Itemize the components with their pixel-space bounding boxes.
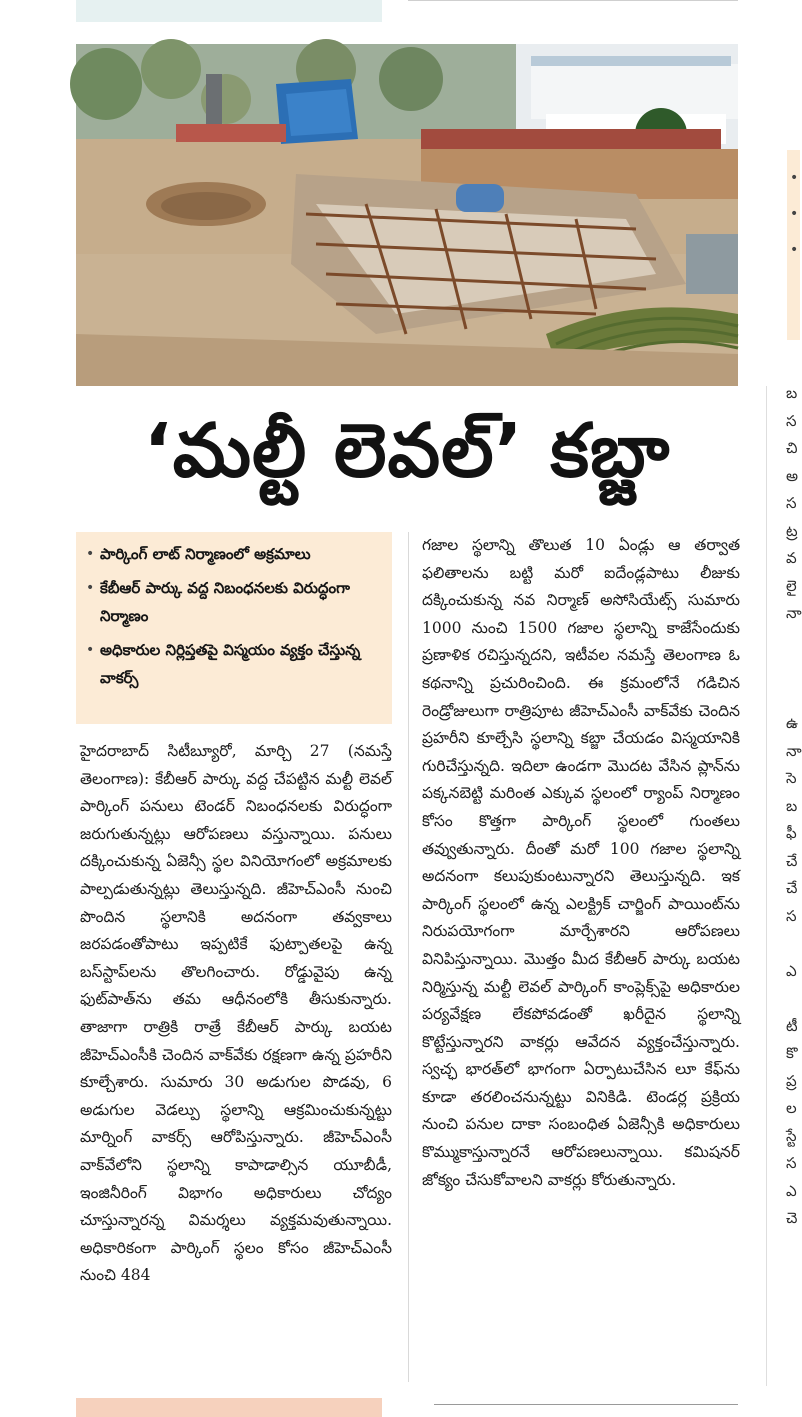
adjacent-line: నా	[786, 604, 802, 622]
adjacent-article-edge	[786, 380, 800, 1233]
construction-site-photo-icon	[76, 44, 738, 386]
adjacent-line	[786, 985, 800, 1013]
adjacent-line: కొ	[786, 1044, 798, 1062]
adjacent-line: ప్ర	[786, 1071, 797, 1090]
highlight-text: అధికారుల నిర్లిప్తతపై విస్మయం వ్యక్తం చేస్తున్న వాకర్స్	[100, 641, 361, 687]
adjacent-line: స	[786, 494, 797, 512]
article-headline: ‘మల్టీ లెవల్’ కబ్జా	[143, 408, 671, 494]
adjacent-line: స్టే	[786, 1126, 797, 1145]
adjacent-line: సె	[786, 769, 797, 787]
highlights-box	[76, 532, 392, 724]
adjacent-line: బ	[786, 384, 798, 402]
adjacent-line: ఎ	[786, 1181, 797, 1200]
highlight-item	[86, 540, 386, 568]
adjacent-line: వ	[786, 549, 797, 567]
adjacent-column-divider	[766, 386, 767, 1386]
adjacent-line: ల	[786, 1099, 797, 1117]
adjacent-line: చె	[786, 1209, 798, 1227]
bullet-icon: •	[790, 242, 799, 258]
highlight-text: పార్కింగ్ లాట్ నిర్మాణంలో అక్రమాలు	[100, 545, 311, 563]
adjacent-line: అ	[786, 466, 799, 485]
adjacent-line	[786, 655, 800, 683]
adjacent-line	[786, 683, 800, 711]
bullet-icon: •	[790, 206, 799, 222]
bottom-rule	[434, 1404, 738, 1405]
adjacent-line: స	[786, 411, 797, 430]
adjacent-line: చే	[786, 879, 798, 897]
article-body-column-1: హైదరాబాద్ సిటీబ్యూరో, మార్చి 27 (నమస్తే తెలంగాణ): కేబీఆర్ పార్కు వద్ద చేపట్టిన మల్టీ లెవల్ పార్కింగ్ పనులు టెండర్ నిబంధనలకు విరుద్ధంగా జరుగుతున్నట్లు ఆరోపణలు వస్తున్నాయి. పనులు దక్కించుకున్న ఏజెన్సీ స్థల వినియోగంలో అక్రమాలకు పాల్పడుతున్నట్లు తెలుస్తున్నది. జీహెచ్ఎంసీ నుంచి పొందిన స్థలానికి అదనంగా తవ్వకాలు జరపడంతోపాటు ఇప్పటికే ఫుట్పాతలపై ఉన్న బస్‌స్టాప్‌లను తొలగించారు. రోడ్డువైపు ఉన్న ఫుట్‌పాత్‌ను తమ ఆధీనంలోకి తీసుకున్నారు. తాజాగా రాత్రికి రాత్రే కేబీఆర్ పార్కు బయట జీహెచ్ఎంసీకి చెందిన వాక్‌వేకు రక్షణగా ఉన్న ప్రహరీని కూల్చేశారు. సుమారు 30 అడుగుల పొడవు, 6 అడుగుల వెడల్పు స్థలాన్ని ఆక్రమించుకున్నట్టు మార్నింగ్ వాకర్స్ ఆరోపిస్తున్నారు. జీహెచ్ఎంసీ వాక్‌వేలోని స్థలాన్ని కాపాడాల్సిన యూబీడీ, ఇంజినీరింగ్ విభాగం అధికారులు చోద్యం చూస్తున్నారన్న విమర్శలు వ్యక్తమవుతున్నాయి. అధికారికంగా పార్కింగ్ స్థలం కోసం జీహెచ్ఎంసీ నుంచి 484	[80, 742, 392, 1285]
bottom-bar	[76, 1398, 382, 1417]
adjacent-line: స	[786, 1154, 797, 1172]
adjacent-line: చి	[786, 439, 798, 457]
adjacent-line: నా	[786, 741, 802, 760]
highlight-item	[86, 574, 386, 630]
top-strip	[76, 0, 382, 22]
adjacent-line: చే	[786, 851, 798, 870]
adjacent-line: ఎ	[786, 961, 797, 980]
bullet-icon: •	[86, 546, 95, 562]
bullet-icon: •	[790, 170, 799, 186]
column-divider	[408, 532, 409, 1382]
adjacent-line: ట్ర	[786, 521, 798, 540]
adjacent-line: స	[786, 906, 797, 925]
adjacent-line	[786, 628, 800, 656]
adjacent-line: టీ	[786, 1016, 798, 1035]
bullet-icon: •	[86, 580, 95, 596]
adjacent-line: ఫీ	[786, 824, 797, 842]
construction-site-photo	[76, 44, 738, 386]
adjacent-bullets	[790, 160, 800, 268]
adjacent-line: లై	[786, 576, 797, 595]
bullet-icon: •	[86, 642, 95, 658]
top-rule	[408, 0, 738, 1]
adjacent-line	[786, 930, 800, 958]
highlight-item	[86, 636, 386, 692]
article-body-column-2: గజాల స్థలాన్ని తొలుత 10 ఏండ్లు ఆ తర్వాత ఫలితాలను బట్టి మరో ఐదేండ్లపాటు లీజుకు దక్కించుకున్న నవ నిర్మాణ్ అసోసియేట్స్ సుమారు 1000 నుంచి 1500 గజాల స్థలాన్ని కాజేసేందుకు ప్రణాళిక రచిస్తున్నదని, ఇటీవల నమస్తే తెలంగాణ ఓ కథనాన్ని ప్రచురించింది. ఈ క్రమంలోనే గడిచిన రెండ్రోజులుగా రాత్రిపూట జీహెచ్ఎంసీ వాక్‌వేకు చెందిన ప్రహరీని కూల్చేసి స్థలాన్ని కబ్జా చేయడం విస్మయానికి గురిచేస్తున్నది. ఇదిలా ఉండగా మొదట వేసిన ప్లాన్‌ను పక్కనబెట్టి మరింత ఎక్కువ స్థలంలో ర్యాంప్ నిర్మాణం కోసం కొత్తగా పార్కింగ్ స్థలంలో గుంతలు తవ్వుతున్నారు. దీంతో మరో 100 గజాల స్థలాన్ని అదనంగా కలుపుకుంటున్నారని తెలుస్తున్నది. ఇక పార్కింగ్ స్థలంలో ఉన్న ఎలక్ట్రిక్ చార్జింగ్ పాయింట్‌ను నిరుపయోగంగా మార్చేశారని ఆరోపణలు వినిపిస్తున్నాయి. మొత్తం మీద కేబీఆర్ పార్కు బయట నిర్మిస్తున్న మల్టీ లెవల్ పార్కింగ్ కాంప్లెక్స్‌పై అధికారుల పర్యవేక్షణ లేకపోవడంతో ఖరీదైన స్థలాన్ని కొట్టేస్తున్నారని వాకర్లు ఆవేదన వ్యక్తంచేస్తున్నారు. స్వచ్ఛ భారత్‌లో భాగంగా ఏర్పాటుచేసిన లూ కేఫ్‌ను కూడా తరలించనున్నట్టు వినికిడి. టెండర్ల ప్రక్రియ నుంచి పనుల దాకా సంబంధిత ఏజెన్సీకి అధికారులు కొమ్ముకాస్తున్నారనే ఆరోపణలున్నాయి. కమిషనర్ జోక్యం చేసుకోవాలని వాకర్లు కోరుతున్నారు.	[422, 536, 740, 1189]
highlight-text: కేబీఆర్ పార్కు వద్ద నిబంధనలకు విరుద్ధంగా నిర్మాణం	[100, 579, 350, 625]
adjacent-line: బ	[786, 796, 798, 815]
adjacent-line: ఉ	[786, 714, 798, 732]
